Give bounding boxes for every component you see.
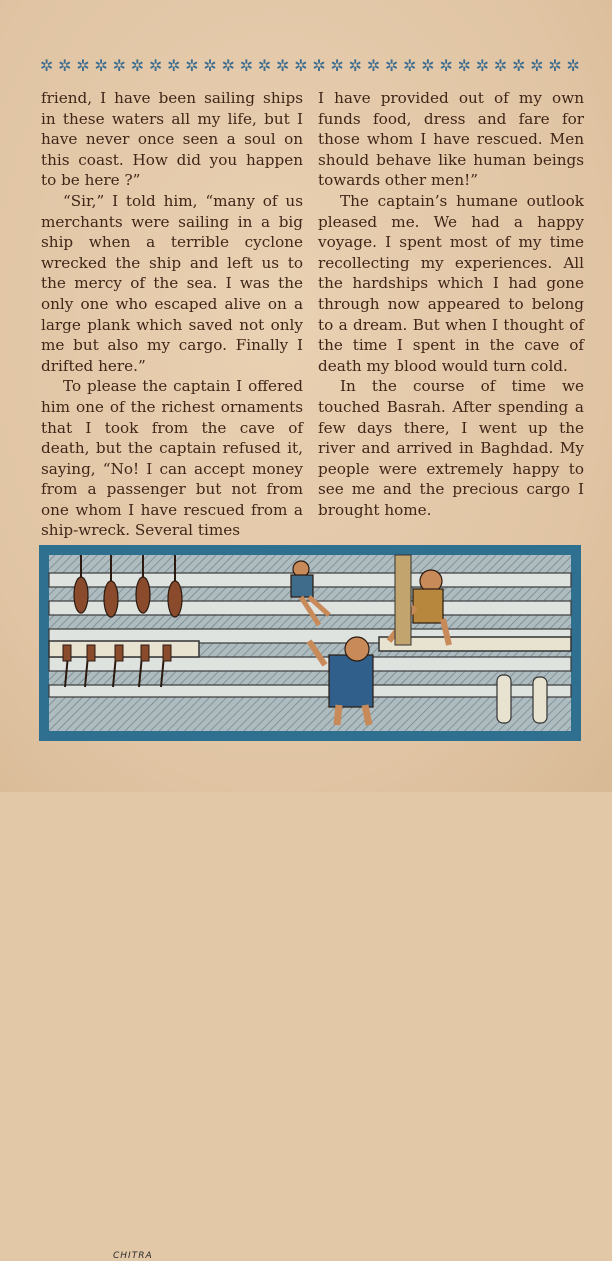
star-ornament: ✲ <box>112 57 127 75</box>
paragraph: friend, I have been sailing ships in these waters all my life, but I have never once seen a soul on this coast. How did you happen to be here ?” <box>41 89 303 190</box>
paragraph: “Sir,” I told him, “many of us merchants were sailing in a big ship when a terrible cyclone wrecked the ship and left us to the mercy of the sea. I was the only one who escaped alive on a large plank which saved not only me but also my cargo. Finally I drifted here.” <box>41 191 303 375</box>
star-ornament: ✲ <box>512 57 526 75</box>
star-ornament: ✲ <box>58 57 72 75</box>
star-ornament: ✲ <box>312 57 326 75</box>
star-ornament: ✲ <box>457 57 471 75</box>
star-ornament: ✲ <box>566 57 580 75</box>
right-text-column <box>318 88 584 520</box>
star-ornament: ✲ <box>94 57 108 75</box>
star-ornament: ✲ <box>239 57 254 75</box>
star-ornament: ✲ <box>257 57 272 75</box>
ship-deck-illustration <box>39 545 581 1261</box>
star-ornament: ✲ <box>475 57 490 75</box>
star-ornament: ✲ <box>493 57 508 75</box>
star-ornament: ✲ <box>403 57 417 75</box>
paragraph: To please the captain I offered him one of the richest ornaments that I took from the cave of death, but the captain refused it, saying, “No! I can accept money from a passenger but not from one whom I have rescued from a ship-wreck. Several times <box>41 377 303 540</box>
star-ornament: ✲ <box>548 57 562 75</box>
star-ornament: ✲ <box>384 57 399 75</box>
star-ornament: ✲ <box>221 57 235 75</box>
star-ornament: ✲ <box>348 57 363 75</box>
star-ornament: ✲ <box>40 57 54 75</box>
star-ornament: ✲ <box>294 57 308 75</box>
star-ornament: ✲ <box>76 57 90 75</box>
paragraph: In the course of time we touched Basrah. After spending a few days there, I went up the river and arrived in Baghdad. My people were extremely happy to see me and the precious cargo I brought home. <box>318 377 584 519</box>
artist-signature: CHITRA <box>113 1251 153 1261</box>
decorative-star-border <box>40 57 580 75</box>
star-ornament: ✲ <box>439 57 453 75</box>
star-ornament: ✲ <box>530 57 544 75</box>
star-ornament: ✲ <box>330 57 344 75</box>
left-text-column <box>41 88 303 541</box>
paragraph: I have provided out of my own funds food, dress and fare for those whom I have rescued. Men should behave like human beings towards other men!” <box>318 89 584 190</box>
star-ornament: ✲ <box>148 57 163 75</box>
paragraph: The captain’s humane outlook pleased me. We had a happy voyage. I spent most of my time recollecting my experiences. All the hardships which I had gone through now appeared to belong to a dream. But when I thought of the time I spent in the cave of death my blood would turn cold. <box>318 191 584 375</box>
illustration-drawing <box>39 545 581 741</box>
star-ornament: ✲ <box>421 57 435 75</box>
star-ornament: ✲ <box>167 57 181 75</box>
star-ornament: ✲ <box>203 57 217 75</box>
star-ornament: ✲ <box>276 57 290 75</box>
star-ornament: ✲ <box>185 57 199 75</box>
star-ornament: ✲ <box>130 57 145 75</box>
star-ornament: ✲ <box>366 57 381 75</box>
